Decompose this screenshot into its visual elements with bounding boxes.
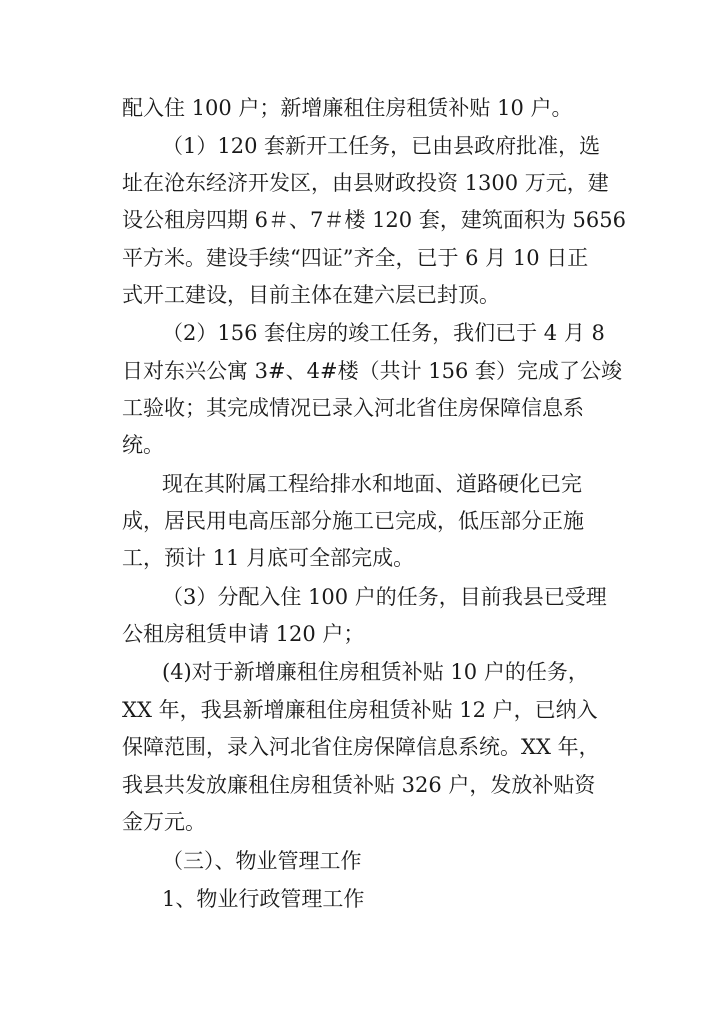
text-line: 成，居民用电高压部分施工已完成，低压部分正施 — [122, 509, 584, 533]
text-line: 金万元。 — [122, 810, 206, 834]
text-line: 我县共发放廉租住房租赁补贴 326 户，发放补贴资 — [122, 773, 596, 797]
text-line: XX 年，我县新增廉租住房租赁补贴 12 户，已纳入 — [122, 698, 598, 722]
text-line: 公租房租赁申请 120 户； — [122, 622, 365, 646]
section-heading: （三）、物业管理工作 — [162, 849, 362, 873]
subsection-heading: 1、物业行政管理工作 — [162, 887, 365, 911]
text-line: 设公租房四期 6＃、7＃楼 120 套，建筑面积为 5656 — [122, 208, 626, 232]
text-line: 工，预计 11 月底可全部完成。 — [122, 546, 415, 570]
text-line: （1）120 套新开工任务，已由县政府批准，选 — [162, 134, 601, 158]
text-line: 统。 — [122, 433, 164, 457]
text-line: 保障范围，录入河北省住房保障信息系统。XX 年， — [122, 735, 600, 759]
text-line: 平方米。建设手续“四证”齐全，已于 6 月 10 日正 — [122, 246, 589, 270]
text-line: (4)对于新增廉租住房租赁补贴 10 户的任务， — [162, 660, 589, 684]
text-line: 式开工建设，目前主体在建六层已封顶。 — [122, 283, 500, 307]
text-line: 现在其附属工程给排水和地面、道路硬化已完 — [162, 472, 582, 496]
text-line: （2）156 套住房的竣工任务，我们已于 4 月 8 — [162, 321, 605, 345]
text-line: 配入住 100 户；新增廉租住房租赁补贴 10 户。 — [122, 96, 573, 120]
text-line: 址在沧东经济开发区，由县财政投资 1300 万元，建 — [122, 171, 609, 195]
text-line: 日对东兴公寓 3#、4#楼（共计 156 套）完成了公竣 — [122, 359, 623, 383]
text-line: 工验收；其完成情况已录入河北省住房保障信息系 — [122, 396, 584, 420]
text-line: （3）分配入住 100 户的任务，目前我县已受理 — [162, 585, 607, 609]
